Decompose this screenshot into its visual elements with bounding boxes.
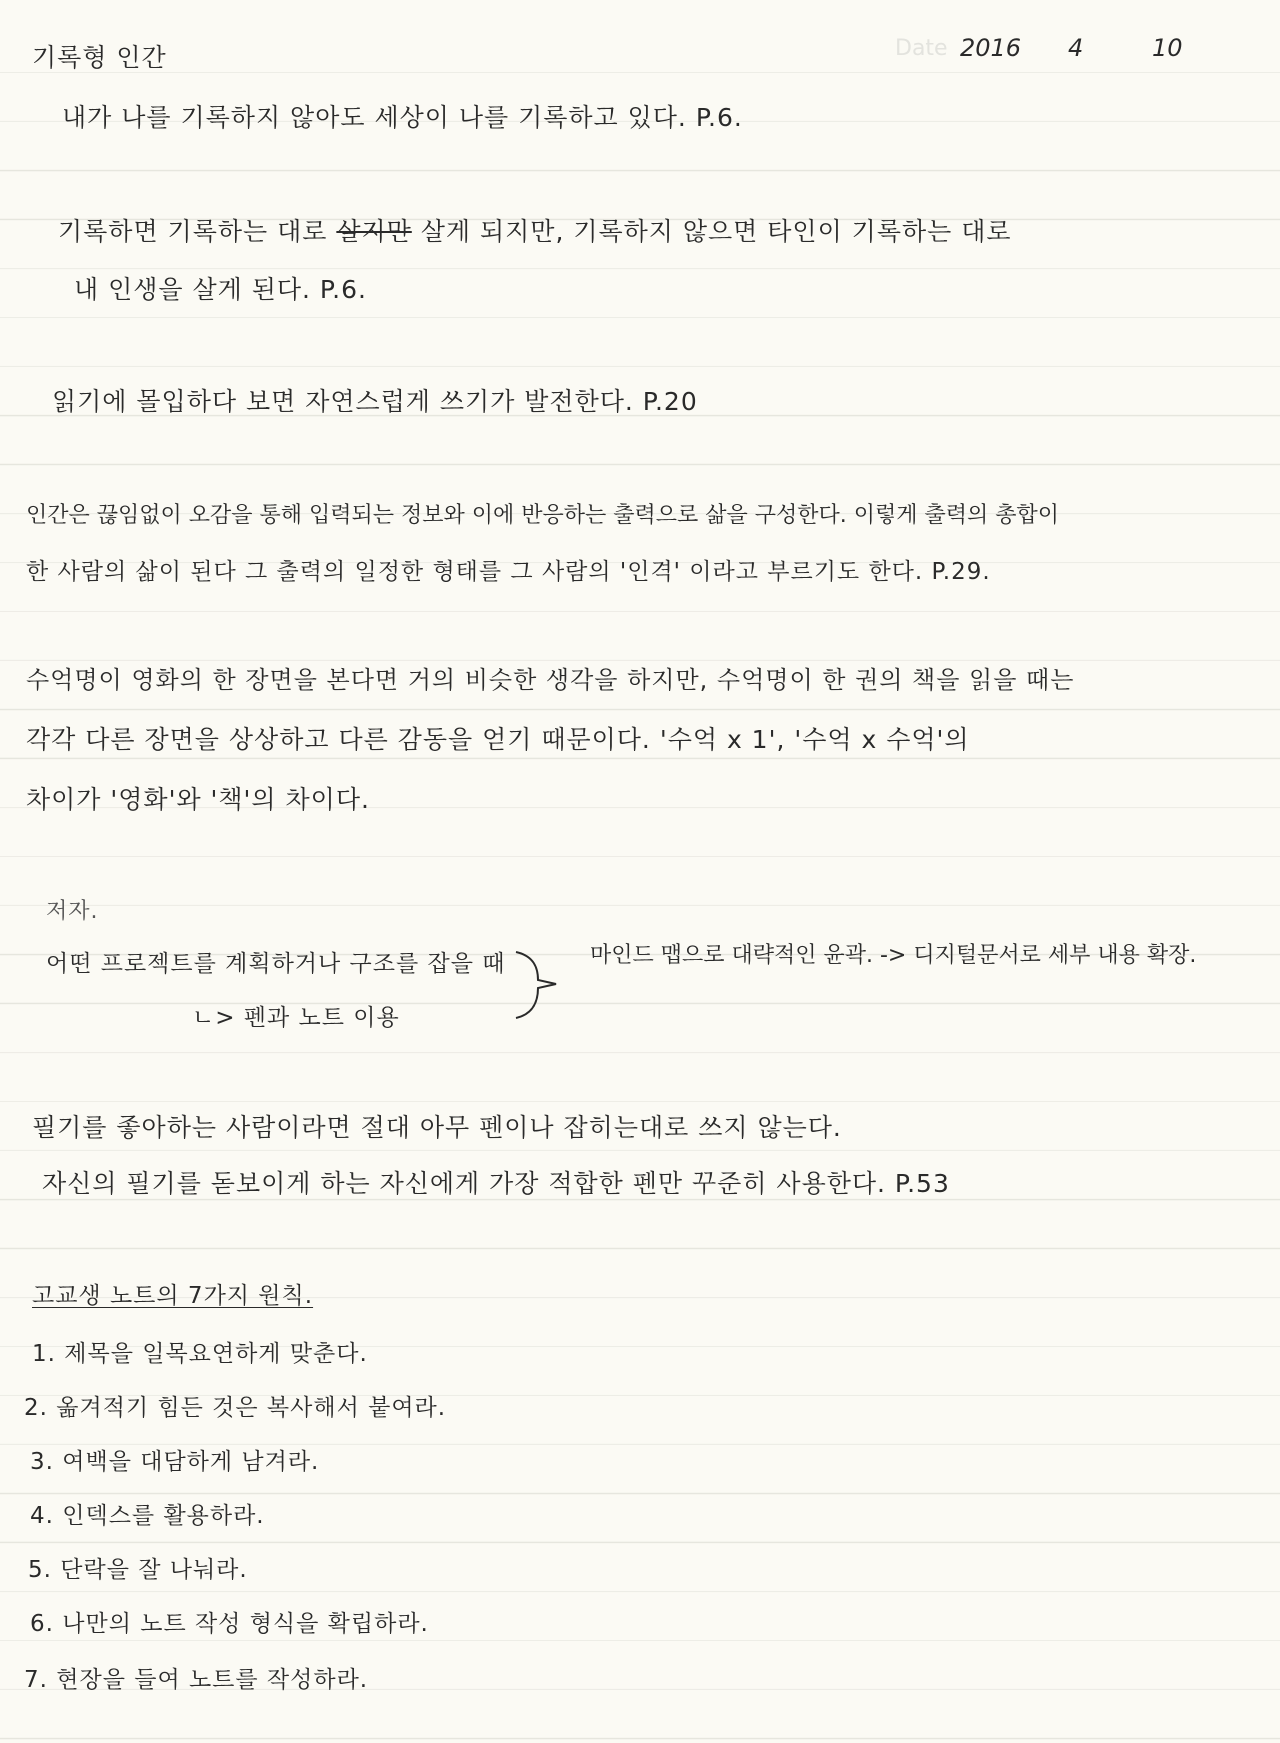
struck-text: 살지만: [336, 217, 412, 246]
note-line: 수억명이 영화의 한 장면을 본다면 거의 비슷한 생각을 하지만, 수억명이 한 권의 책을 읽을 때는: [26, 666, 1075, 694]
note-line: ㄴ> 펜과 노트 이용: [192, 1005, 400, 1031]
list-heading: [32, 1280, 313, 1312]
list-item: 4. 인덱스를 활용하라.: [30, 1503, 265, 1529]
note-line: 필기를 좋아하는 사람이라면 절대 아무 펜이나 잡히는대로 쓰지 않는다.: [32, 1113, 842, 1142]
note-line: 저자.: [46, 899, 99, 924]
list-item: 7. 현장을 들여 노트를 작성하라.: [24, 1667, 369, 1693]
note-title: 기록형 인간: [32, 43, 167, 72]
note-line: 각각 다른 장면을 상상하고 다른 감동을 얻기 때문이다. '수억 x 1', '수억 x 수억'의: [26, 725, 970, 754]
note-line: 내 인생을 살게 된다. P.6.: [74, 275, 367, 304]
note-line: 어떤 프로젝트를 계획하거나 구조를 잡을 때: [46, 951, 506, 977]
date-day: 10: [1152, 34, 1183, 62]
note-line: [58, 216, 1012, 248]
brace-icon: [508, 948, 566, 1020]
note-line: 읽기에 몰입하다 보면 자연스럽게 쓰기가 발전한다. P.20: [52, 387, 698, 416]
note-line: 인간은 끊임없이 오감을 통해 입력되는 정보와 이에 반응하는 출력으로 삶을 구성한다. 이렇게 출력의 총합이: [26, 503, 1059, 528]
note-line: 마인드 맵으로 대략적인 윤곽. -> 디지털문서로 세부 내용 확장.: [590, 943, 1197, 968]
note-line: 내가 나를 기록하지 않아도 세상이 나를 기록하고 있다. P.6.: [62, 103, 743, 132]
list-item: 6. 나만의 노트 작성 형식을 확립하라.: [30, 1611, 429, 1637]
list-item: 2. 옮겨적기 힘든 것은 복사해서 붙여라.: [24, 1395, 447, 1421]
date-year: 2016: [960, 34, 1022, 62]
note-line-part: 기록하면 기록하는 대로: [58, 217, 337, 246]
note-line: 한 사람의 삶이 된다 그 출력의 일정한 형태를 그 사람의 '인격' 이라고 부르기도 한다. P.29.: [26, 559, 991, 585]
note-line: 차이가 '영화'와 '책'의 차이다.: [26, 785, 370, 814]
note-line-part: 살게 되지만, 기록하지 않으면 타인이 기록하는 대로: [411, 217, 1012, 246]
list-item: 1. 제목을 일목요연하게 맞춘다.: [32, 1341, 368, 1367]
note-line: 자신의 필기를 돋보이게 하는 자신에게 가장 적합한 펜만 꾸준히 사용한다. P.53: [42, 1169, 950, 1198]
list-item: 5. 단락을 잘 나눠라.: [28, 1557, 248, 1583]
date-month: 4: [1068, 34, 1084, 62]
date-label: Date: [895, 36, 948, 61]
list-heading-text: 고교생 노트의 7가지 원칙.: [32, 1283, 314, 1309]
list-item: 3. 여백을 대담하게 남겨라.: [30, 1449, 320, 1475]
